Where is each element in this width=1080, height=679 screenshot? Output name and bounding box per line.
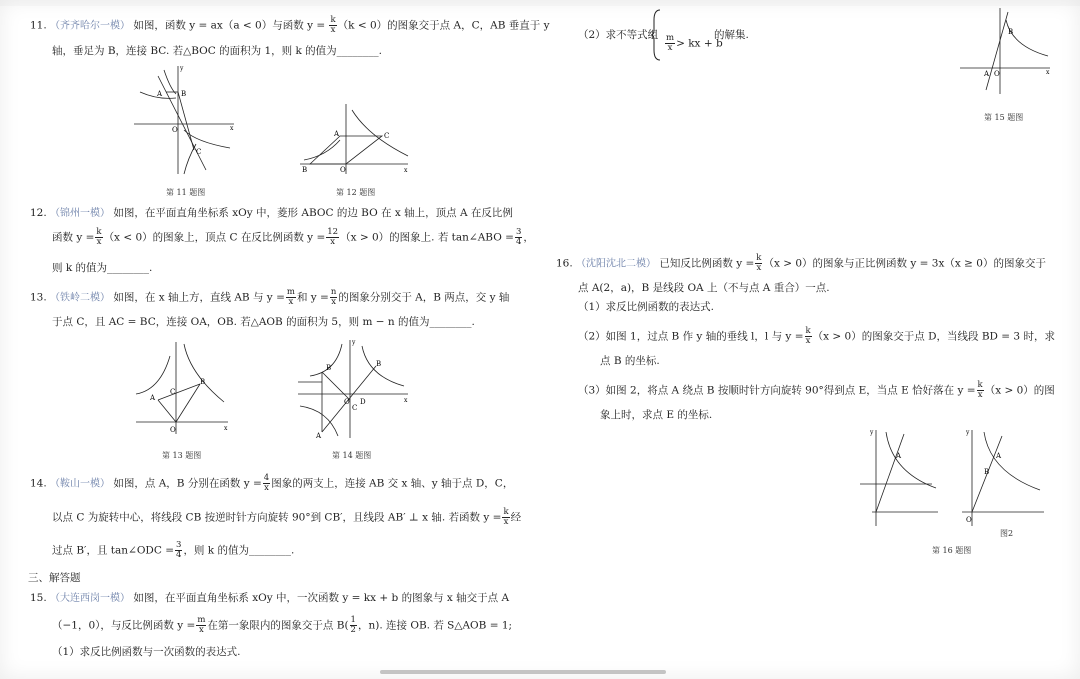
- figure-16-caption: 第 16 题图: [932, 546, 972, 555]
- hyperbola: [886, 432, 936, 488]
- label-C: C: [384, 132, 390, 140]
- label-A: A: [996, 452, 1002, 460]
- text: （x < 0）的图象上，顶点 C 在反比例函数 y =: [103, 231, 326, 244]
- label-O: O: [170, 426, 176, 434]
- text: （x > 0）的图象交于点 D，当线段 BD = 3 时，求: [812, 330, 1055, 343]
- segment-CB-prime: [322, 372, 350, 400]
- question-12-line2: 函数 y = $\frac{k}{x}$ （x < 0）的图象上，顶点 C 在反比例函数 y = $\frac{12}{x}$ （x > 0）的图象上. 若 tan∠ABO = $\frac{3}{4}$ ，: [52, 227, 534, 247]
- figure-16-1: [858, 428, 942, 528]
- fraction: $\frac{4}{x}$: [263, 473, 270, 493]
- question-text: 如图，函数 y = ax（a < 0）与函数 y =: [133, 19, 329, 32]
- text: > kx + b: [676, 37, 723, 50]
- question-16-part2-line2: 点 B 的坐标.: [600, 355, 660, 367]
- question-source: （沈阳沈北二模）: [576, 258, 657, 270]
- label-O: O: [994, 70, 1000, 78]
- question-15-part2-tail: 的解集.: [714, 29, 749, 41]
- label-B: B: [1008, 28, 1014, 36]
- label-A: A: [316, 432, 322, 440]
- question-15-part1: （1）求反比例函数与一次函数的表达式.: [52, 646, 241, 658]
- question-number: 12.: [30, 207, 47, 219]
- question-15-part2: [578, 28, 658, 42]
- line-y-3x: [876, 434, 904, 512]
- section-heading: 三、解答题: [28, 572, 81, 584]
- curve-m: [184, 344, 224, 402]
- text: （−1，0），与反比例函数 y =: [52, 619, 196, 632]
- text: 图象的两支上，连接 AB 交 x 轴、y 轴于点 D，C，: [271, 477, 514, 490]
- question-source: （锦州一模）: [50, 208, 111, 219]
- figure-11-caption: 第 11 题图: [166, 188, 206, 197]
- text: 如图，在 x 轴上方，直线 AB 与 y =: [113, 291, 285, 304]
- question-source: （鞍山一模）: [50, 478, 111, 490]
- fraction: $\frac{k}{x}$: [805, 326, 811, 346]
- label-B: B: [181, 90, 187, 98]
- figure-14-caption: 第 14 题图: [332, 451, 372, 460]
- label-x: x: [230, 125, 234, 132]
- question-text: 如图，在平面直角坐标系 xOy 中，菱形 ABOC 的边 BO 在 x 轴上，顶点 A 在反比例: [113, 207, 513, 219]
- label-O: O: [344, 398, 350, 406]
- figure-13-caption: 第 13 题图: [162, 451, 202, 460]
- label-D: D: [360, 398, 366, 406]
- question-text: 如图，在平面直角坐标系 xOy 中，一次函数 y = kx + b 的图象与 x 轴交于点 A: [133, 592, 510, 604]
- line-y-kx-b: [986, 12, 1008, 90]
- question-number: 15.: [30, 592, 47, 604]
- question-14-line2: [52, 508, 521, 527]
- question-16-part2: [578, 327, 1055, 346]
- hyperbola-left: [304, 140, 340, 160]
- label-x: x: [404, 167, 408, 174]
- figure-13: [132, 338, 232, 438]
- fraction: $\frac{m}{x}$: [286, 287, 295, 307]
- fraction: $\frac{1}{2}$: [350, 615, 356, 635]
- label-y: y: [352, 339, 356, 346]
- figure-16-subcaption: 图2: [1000, 529, 1014, 538]
- hyperbola-branch-2b: [184, 144, 196, 174]
- label-O: O: [340, 166, 346, 174]
- question-16: [556, 254, 1046, 273]
- label-A: A: [157, 90, 163, 98]
- label-C: C: [170, 388, 176, 396]
- fraction: $\frac{3}{4}$: [176, 540, 182, 560]
- label-A: A: [150, 394, 156, 402]
- question-source: （大连西岗一模）: [50, 593, 131, 604]
- question-16-part3: [578, 381, 1055, 400]
- question-15: [30, 591, 509, 606]
- question-13-line2: 于点 C，且 AC = BC，连接 OA，OB. 若△AOB 的面积为 5，则 m − n 的值为________.: [52, 316, 475, 328]
- label-C: C: [352, 404, 358, 412]
- fraction: $\frac{m}{x}$: [197, 615, 206, 635]
- hyperbola-right: [352, 110, 408, 156]
- figure-12-caption: 第 12 题图: [336, 188, 376, 197]
- text: 函数 y =: [52, 231, 95, 244]
- question-number: 16.: [556, 257, 573, 270]
- label-B: B: [200, 378, 206, 386]
- label-x: x: [404, 397, 408, 404]
- label-B: B: [984, 468, 990, 476]
- question-number: 11.: [30, 19, 47, 32]
- text: （x > 0）的图象与正比例函数 y = 3x（x ≥ 0）的图象交于: [763, 257, 1046, 270]
- label-x: x: [224, 425, 228, 432]
- question-11-line2: 轴，垂足为 B，连接 BC. 若△BOC 的面积为 1，则 k 的值为________.: [52, 45, 382, 57]
- question-12-line3: 则 k 的值为________.: [52, 262, 153, 274]
- text: （2）求不等式组: [578, 29, 659, 41]
- brace-icon: [650, 8, 662, 62]
- label-A: A: [896, 452, 902, 460]
- fraction: $\frac{3}{4}$: [515, 227, 522, 247]
- text: 在第一象限内的图象交于点 B(: [207, 619, 349, 632]
- figure-15: [958, 6, 1054, 96]
- figure-14: [292, 336, 412, 442]
- question-15-line2: [52, 616, 512, 635]
- curve-4x-right: [362, 346, 404, 386]
- label-y: y: [870, 429, 874, 436]
- curve-n: [136, 356, 170, 394]
- figure-12: [296, 100, 416, 178]
- label-C: C: [196, 148, 202, 156]
- text: （2）如图 1，过点 B 作 y 轴的垂线 l，l 与 y =: [578, 330, 804, 343]
- text: 经: [510, 511, 522, 524]
- label-O: O: [172, 126, 178, 134]
- text: ，n). 连接 OB. 若 S△AOB = 1;: [357, 619, 513, 632]
- question-11: [30, 16, 550, 35]
- question-13: [30, 288, 509, 307]
- hyperbola: [1006, 20, 1048, 56]
- label-O: O: [966, 516, 972, 524]
- label-B-prime: B′: [326, 364, 333, 372]
- question-12: [30, 206, 513, 221]
- question-source: （齐齐哈尔一模）: [50, 20, 131, 32]
- text: 和 y =: [296, 291, 329, 304]
- segment-OA: [158, 400, 176, 422]
- question-text: （k < 0）的图象交于点 A，C，AB 垂直于 y: [337, 19, 550, 32]
- fraction: $\frac{k}{x}$: [756, 253, 762, 273]
- text: （x > 0）的图象上. 若 tan∠ABO =: [340, 231, 514, 244]
- segment-OB: [176, 384, 200, 422]
- question-14: [30, 474, 513, 493]
- text: （3）如图 2，将点 A 绕点 B 按顺时针方向旋转 90°得到点 E，当点 E 恰好落在 y =: [578, 384, 976, 397]
- text: 如图，点 A，B 分别在函数 y =: [113, 477, 262, 490]
- question-16-part1: （1）求反比例函数的表达式.: [578, 301, 715, 313]
- label-B: B: [302, 166, 308, 174]
- text: ，则 k 的值为________.: [183, 544, 295, 557]
- fraction: $\frac{n}{x}$: [330, 287, 337, 307]
- fraction: $\frac{12}{x}$: [327, 227, 339, 247]
- fraction: $\frac{k}{x}$: [503, 507, 509, 527]
- line-AB: [158, 384, 200, 400]
- fraction: $\frac{k}{x}$: [330, 15, 336, 35]
- fraction: $\frac{k}{x}$: [977, 380, 983, 400]
- question-16-line2: 点 A(2，a)，B 是线段 OA 上（不与点 A 重合）一点.: [578, 282, 830, 294]
- segment-BC: [178, 92, 194, 150]
- figure-11: [130, 62, 242, 182]
- label-A: A: [334, 130, 340, 138]
- top-edge: [0, 0, 1080, 6]
- question-14-line3: [52, 541, 294, 560]
- home-indicator[interactable]: [380, 670, 666, 674]
- question-source: （铁岭二模）: [50, 292, 111, 304]
- fraction: $\frac{m}{x}$: [666, 33, 675, 53]
- figure-16-2: [958, 428, 1048, 528]
- question-16-part3-line2: 象上时，求点 E 的坐标.: [600, 409, 713, 421]
- text: 过点 B′，且 tan∠ODC =: [52, 544, 175, 557]
- question-number: 13.: [30, 291, 47, 304]
- fraction: $\frac{k}{x}$: [96, 227, 102, 247]
- text: 已知反比例函数 y =: [659, 257, 755, 270]
- label-y: y: [966, 429, 970, 436]
- text: 的图象分别交于 A，B 两点，交 y 轴: [338, 291, 510, 304]
- question-number: 14.: [30, 477, 47, 490]
- label-A: A: [984, 70, 990, 78]
- text: 以点 C 为旋转中心，将线段 CB 按逆时针方向旋转 90°到 CB′，且线段 AB′ ⊥ x 轴. 若函数 y =: [52, 511, 502, 524]
- text: （x > 0）的图: [984, 384, 1055, 397]
- label-y: y: [180, 65, 184, 72]
- label-x: x: [1046, 69, 1050, 76]
- figure-15-caption: 第 15 题图: [984, 113, 1024, 122]
- label-B: B: [376, 360, 382, 368]
